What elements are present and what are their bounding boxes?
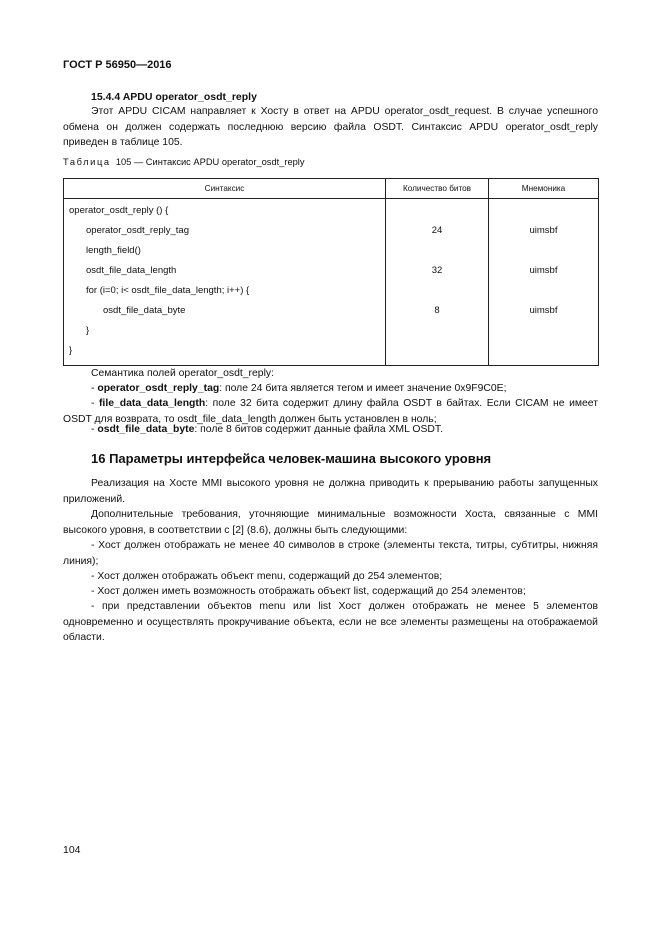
- bits-value: 24: [431, 225, 443, 236]
- syntax-line: osdt_file_data_byte: [103, 305, 186, 316]
- table-caption-label: Таблица: [63, 157, 111, 167]
- semantics-term: operator_osdt_reply_tag: [97, 383, 220, 394]
- page-number: 104: [63, 844, 81, 856]
- semantics-term: file_data_data_length: [98, 398, 206, 409]
- mnemonic-value: uimsbf: [529, 225, 558, 236]
- requirement-item: - Хост должен отображать не менее 40 символов в строке (элементы текста, титры, субтитры, нижняя линия);: [63, 540, 598, 567]
- document-id: ГОСТ Р 56950—2016: [63, 59, 172, 71]
- bits-value: 8: [434, 305, 440, 316]
- semantics-bullet: -: [91, 383, 98, 394]
- semantics-text: : поле 32 бита содержит длину файла OSDT в байтах. Если CICAM не имеет OSDT для возврата, то osdt_file_data_length должен быть установлен в ноль;: [63, 398, 598, 425]
- semantics-text: : поле 8 битов содержит данные файла XML OSDT.: [194, 424, 443, 435]
- mnemonic-value: [489, 282, 598, 302]
- table-header-row: [64, 179, 599, 199]
- semantics-item: [63, 422, 598, 438]
- section-16-title: 16 Параметры интерфейса человек-машина высокого уровня: [91, 451, 492, 466]
- bits-value: 32: [431, 265, 443, 276]
- bits-value: [386, 342, 488, 362]
- syntax-line: }: [86, 325, 90, 336]
- bits-value: [386, 322, 488, 342]
- table-body-row: [64, 199, 599, 366]
- syntax-line: }: [69, 345, 73, 356]
- header-syntax: Синтаксис: [64, 179, 386, 199]
- intro-paragraph: Этот APDU CICAM направляет к Хосту в ответ на APDU operator_osdt_request. В случае успешного обмена он должен содержать последнюю версию файла OSDT. Синтаксис APDU operator_osdt_reply приведен в таблице 105.: [63, 106, 598, 148]
- semantics-bullet: -: [91, 424, 98, 435]
- bits-cell: [386, 199, 489, 366]
- bits-value: [386, 282, 488, 302]
- mnemonic-cell: [489, 199, 599, 366]
- requirement-item: - Хост должен отображать объект menu, содержащий до 254 элементов;: [91, 571, 443, 582]
- semantics-intro: Семантика полей operator_osdt_reply:: [91, 368, 274, 379]
- mnemonic-value: [489, 322, 598, 342]
- syntax-line: operator_osdt_reply () {: [69, 205, 169, 216]
- header-mnemonic: Мнемоника: [489, 179, 599, 199]
- semantics-text: : поле 24 бита является тегом и имеет значение 0x9F9C0E;: [219, 383, 507, 394]
- mnemonic-value: [489, 342, 598, 362]
- table-caption: [63, 157, 305, 167]
- mnemonic-value: uimsbf: [529, 305, 558, 316]
- mnemonic-value: uimsbf: [529, 265, 558, 276]
- syntax-line: operator_osdt_reply_tag: [86, 225, 189, 236]
- semantics-item: [63, 381, 598, 397]
- syntax-line: for (i=0; i< osdt_file_data_length; i++) {: [86, 285, 250, 296]
- requirement-item: - Хост должен иметь возможность отображать объект list, содержащий до 254 элементов;: [91, 586, 526, 597]
- table-caption-text: 105 — Синтаксис APDU operator_osdt_reply: [115, 157, 305, 167]
- header-bits: Количество битов: [386, 179, 489, 199]
- syntax-line: osdt_file_data_length: [86, 265, 177, 276]
- mnemonic-value: [489, 242, 598, 262]
- syntax-cell: [64, 199, 386, 366]
- bits-value: [386, 202, 488, 222]
- section-16-paragraph: Реализация на Хосте MMI высокого уровня не должна приводить к прерыванию работы запущенных приложений.: [63, 478, 598, 505]
- section-16-paragraph: Дополнительные требования, уточняющие минимальные возможности Хоста, связанные с MMI высокого уровня, в соответствии с [2] (8.6), должны быть следующими:: [63, 509, 598, 536]
- semantics-term: osdt_file_data_byte: [97, 424, 195, 435]
- semantics-bullet: -: [91, 398, 99, 409]
- requirement-item: - при представлении объектов menu или list Хост должен отображать не менее 5 элементов одновременно и осуществлять прокручивание объекта, если не все элементы размещены на отображаемой области.: [63, 601, 598, 643]
- mnemonic-value: [489, 202, 598, 222]
- bits-value: [386, 242, 488, 262]
- syntax-table: [63, 178, 599, 366]
- section-heading-15-4-4: 15.4.4 APDU operator_osdt_reply: [91, 91, 257, 103]
- syntax-line: length_field(): [86, 245, 141, 256]
